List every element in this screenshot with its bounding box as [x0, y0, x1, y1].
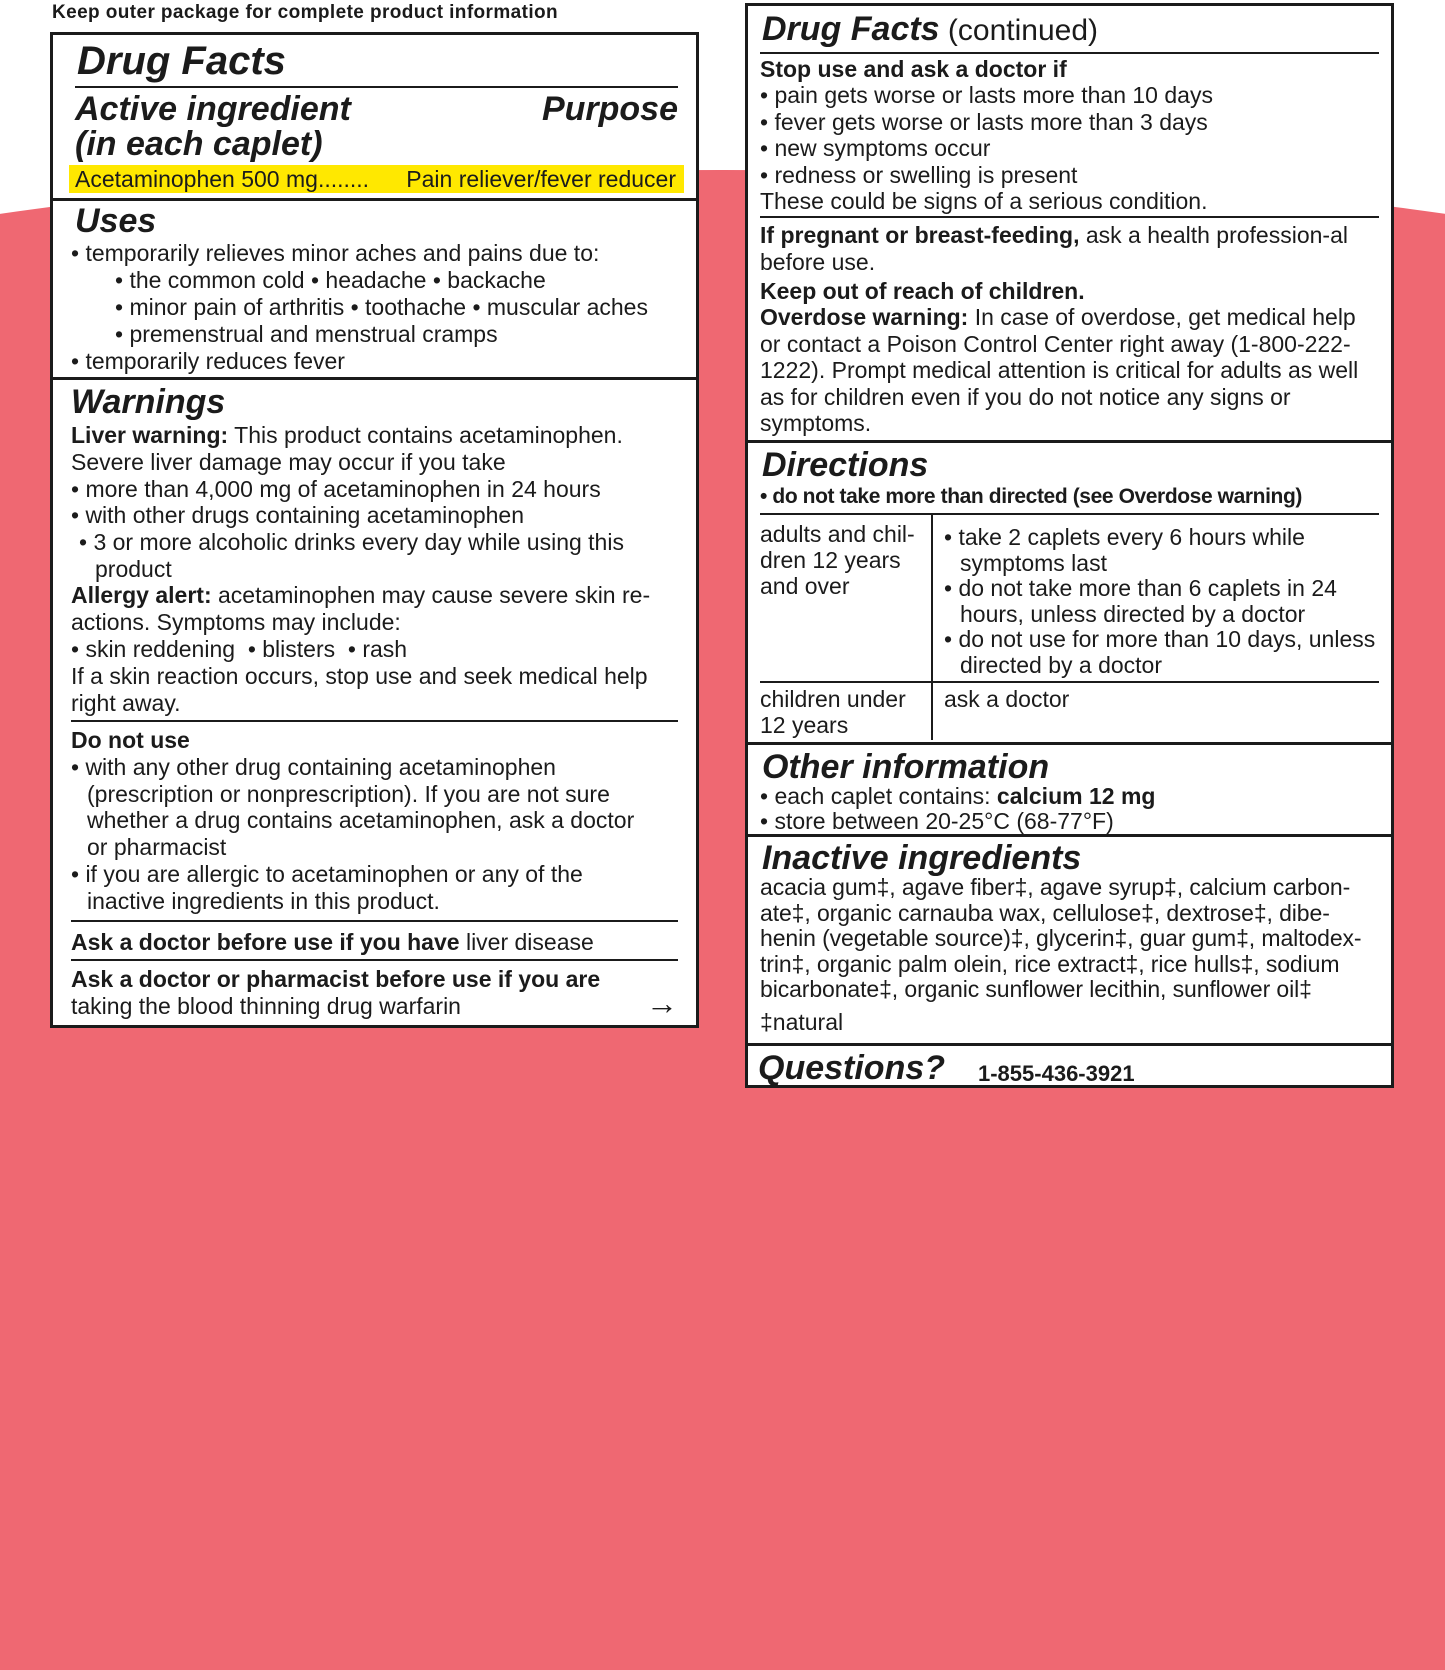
liver-warning [71, 422, 678, 475]
continued-title-main: Drug Facts [762, 10, 940, 48]
warnings-section [53, 377, 696, 1025]
ingredient-purpose: Pain reliever/fever reducer [406, 166, 676, 192]
active-ingredient-subheader: (in each caplet) [75, 125, 323, 163]
do-not-use-item: • with any other drug containing acetaminophen (prescription or nonprescription). If you are not sure whether a drug contains acetaminophen, ask a doctor or pharmacist [71, 754, 635, 860]
liver-item: • with other drugs containing acetaminophen [71, 502, 525, 528]
continued-title [762, 8, 1098, 52]
pregnant-warning [760, 222, 1379, 275]
pregnant-label: If pregnant or breast-feeding, [760, 222, 1080, 248]
divider [760, 52, 1379, 54]
directions-item: • do not take more than 6 caplets in 24 hours, unless directed by a doctor [944, 575, 1337, 627]
questions-section [748, 1043, 1391, 1085]
overdose-warning [760, 304, 1379, 437]
allergy-alert-text: acetaminophen may cause severe skin re-actions. Symptoms may include: [71, 582, 651, 635]
warnings-title: Warnings [71, 383, 226, 421]
directions-who: adults and chil-dren 12 years and over [760, 521, 915, 599]
liver-item: • 3 or more alcoholic drinks every day while using this product [79, 529, 624, 582]
directions-item: • do not use for more than 10 days, unless directed by a doctor [944, 626, 1376, 678]
inactive-ingredients-section [748, 834, 1391, 1046]
allergy-alert-label: Allergy alert: [71, 582, 212, 608]
divider [71, 720, 678, 722]
ask-pharmacist-label: Ask a doctor or pharmacist before use if you are [71, 966, 601, 992]
stop-item: • new symptoms occur [760, 135, 991, 161]
uses-item: • minor pain of arthritis • toothache • muscular aches [115, 294, 648, 320]
do-not-use-title: Do not use [71, 727, 190, 753]
directions-title: Directions [762, 446, 929, 484]
overdose-label: Overdose warning: [760, 304, 969, 330]
calcium-prefix: • each caplet contains: [760, 783, 997, 809]
active-ingredient-row [69, 165, 684, 193]
purpose-header: Purpose [541, 90, 678, 128]
divider [75, 86, 678, 88]
uses-item: • the common cold • headache • backache [115, 267, 546, 293]
active-ingredient-section [53, 35, 696, 198]
uses-item: • premenstrual and menstrual cramps [115, 321, 498, 347]
allergy-items: • skin reddening • blisters • rash [71, 636, 408, 662]
divider [760, 216, 1379, 218]
do-not-use-item: • if you are allergic to acetaminophen or any of the inactive ingredients in this product. [71, 861, 583, 914]
questions-phone: 1-855-436-3921 [978, 1061, 1135, 1086]
other-information-section [748, 742, 1391, 837]
divider [760, 513, 1379, 515]
pregnant-text: ask a health profession-al before use. [760, 222, 1348, 275]
directions-item: ask a doctor [944, 686, 1070, 712]
overdose-text: In case of overdose, get medical help or contact a Poison Control Center right away (1-800-222-1222). Prompt medical attention is critical for adults as well as for children even if you do not notice any signs or symptoms. [760, 304, 1359, 437]
directions-note: • do not take more than directed (see Overdose warning) [760, 485, 1302, 508]
directions-item: • take 2 caplets every 6 hours while symptoms last [944, 524, 1305, 576]
directions-who: children under 12 years [760, 686, 906, 738]
liver-warning-label: Liver warning: [71, 422, 229, 448]
inactive-ingredients-list: acacia gum‡, agave fiber‡, agave syrup‡, calcium carbon-ate‡, organic carnauba wax, cellulose‡, dextrose‡, dibe-henin (vegetable source)‡, glycerin‡, guar gum‡, maltodex-trin‡, organic palm olein, rice extract‡, rice hulls‡, sodium bicarbonate‡, organic sunflower lecithin, sunflower oil‡ [760, 874, 1362, 1003]
drug-facts-panel [50, 32, 699, 1028]
calcium-value: calcium 12 mg [996, 783, 1156, 809]
ask-doctor-text: liver disease [459, 929, 594, 955]
divider [760, 681, 1379, 683]
divider [71, 920, 678, 922]
active-ingredient-header: Active ingredient [75, 90, 351, 128]
stop-use-section [748, 6, 1391, 440]
natural-footnote: ‡natural [760, 1009, 844, 1035]
keep-outer-note: Keep outer package for complete product information [52, 2, 559, 23]
drug-facts-continued-panel [745, 3, 1394, 1088]
calcium-info [760, 783, 1155, 810]
drug-facts-title: Drug Facts [77, 39, 286, 83]
directions-section [748, 440, 1391, 745]
divider [71, 959, 678, 961]
keep-out-of-reach: Keep out of reach of children. [760, 278, 1085, 304]
stop-note: These could be signs of a serious condition. [760, 188, 1208, 214]
storage-info: • store between 20-25°C (68-77°F) [760, 808, 1114, 834]
uses-section [53, 198, 696, 378]
continued-label: (continued) [939, 14, 1099, 47]
uses-item: • temporarily relieves minor aches and pains due to: [71, 240, 600, 266]
acetaminophen-dose: Acetaminophen 500 mg........ [75, 166, 370, 192]
liver-item: • more than 4,000 mg of acetaminophen in 24 hours [71, 476, 601, 502]
stop-item: • pain gets worse or lasts more than 10 days [760, 82, 1213, 108]
ask-doctor-label: Ask a doctor before use if you have [71, 929, 460, 955]
questions-label: Questions? [758, 1049, 946, 1087]
ask-doctor [71, 929, 594, 956]
allergy-alert [71, 582, 678, 635]
stop-use-title: Stop use and ask a doctor if [760, 56, 1067, 82]
table-divider [931, 515, 933, 740]
uses-title: Uses [75, 202, 157, 240]
stop-item: • fever gets worse or lasts more than 3 days [760, 109, 1208, 135]
uses-item: • temporarily reduces fever [71, 348, 345, 374]
other-information-title: Other information [762, 748, 1050, 786]
ask-pharmacist-text: taking the blood thinning drug warfarin [71, 993, 461, 1019]
skin-reaction-note: If a skin reaction occurs, stop use and seek medical help right away. [71, 663, 648, 716]
stop-item: • redness or swelling is present [760, 162, 1078, 188]
inactive-ingredients-title: Inactive ingredients [762, 839, 1082, 877]
liver-warning-text: This product contains acetaminophen. Severe liver damage may occur if you take [71, 422, 623, 475]
continue-arrow-icon: → [646, 985, 678, 1021]
